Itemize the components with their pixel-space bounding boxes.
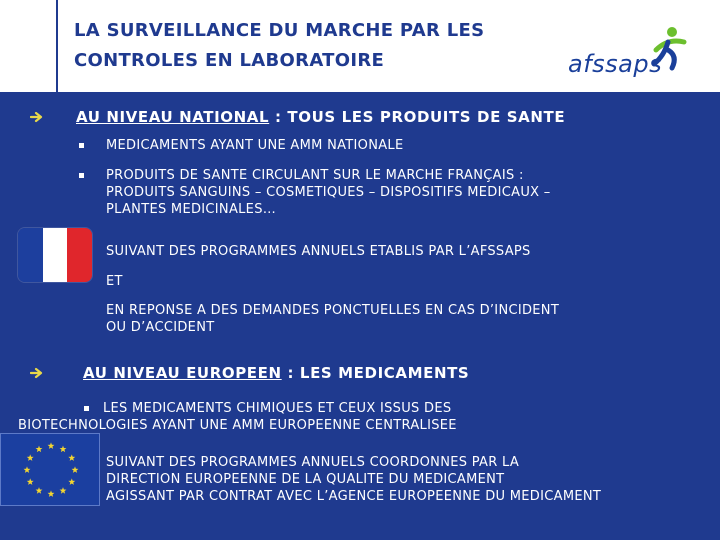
national-item-2-line-1: PRODUITS DE SANTE CIRCULANT SUR LE MARCHE FRANÇAIS :: [106, 168, 524, 183]
national-et: ET: [106, 274, 123, 289]
european-heading-rest: : LES MEDICAMENTS: [281, 364, 470, 382]
title-line-1: LA SURVEILLANCE DU MARCHE PAR LES: [74, 20, 485, 41]
eu-star-icon: [60, 487, 67, 494]
eu-star-icon: [24, 466, 31, 473]
eu-star-icon: [48, 490, 55, 497]
eu-star-icon: [68, 478, 75, 485]
european-item-1-line-1: LES MEDICAMENTS CHIMIQUES ET CEUX ISSUS DES: [103, 401, 452, 416]
right-arrow-icon: [30, 111, 44, 123]
national-reponse-line-2: OU D’ACCIDENT: [106, 320, 215, 335]
national-item-2-line-3: PLANTES MEDICINALES…: [106, 202, 277, 217]
eu-star-icon: [36, 446, 43, 453]
bullet-icon: [79, 173, 84, 178]
eu-star-icon: [68, 454, 75, 461]
european-programmes-line-2: DIRECTION EUROPEENNE DE LA QUALITE DU MEDICAMENT: [106, 472, 505, 487]
european-heading: [83, 364, 469, 382]
national-item-2-line-2: PRODUITS SANGUINS – COSMETIQUES – DISPOSITIFS MEDICAUX –: [106, 185, 551, 200]
header-divider: [56, 0, 58, 92]
european-programmes-line-3: AGISSANT PAR CONTRAT AVEC L’AGENCE EUROPEENNE DU MEDICAMENT: [106, 489, 602, 504]
national-heading-rest: : TOUS LES PRODUITS DE SANTE: [269, 108, 566, 126]
eu-star-icon: [27, 478, 34, 485]
national-reponse-line-1: EN REPONSE A DES DEMANDES PONCTUELLES EN CAS D’INCIDENT: [106, 303, 560, 318]
bullet-icon: [79, 143, 84, 148]
eu-star-icon: [72, 466, 79, 473]
header: [0, 0, 720, 92]
right-arrow-icon: [30, 367, 44, 379]
european-heading-title: AU NIVEAU EUROPEEN: [83, 364, 282, 382]
france-flag-icon: [18, 228, 92, 282]
eu-flag-icon: [0, 433, 100, 506]
eu-star-icon: [48, 442, 55, 449]
european-programmes-line-1: SUIVANT DES PROGRAMMES ANNUELS COORDONNES PAR LA: [106, 455, 520, 470]
eu-stars-icon: [1, 434, 101, 507]
eu-star-icon: [60, 446, 67, 453]
logo-text: afssaps: [568, 50, 663, 78]
eu-star-icon: [27, 454, 34, 461]
eu-star-icon: [36, 487, 43, 494]
page-title: [74, 16, 554, 76]
national-heading-title: AU NIVEAU NATIONAL: [76, 108, 270, 126]
afssaps-logo: [568, 20, 708, 84]
bullet-icon: [84, 406, 89, 411]
national-heading: [76, 108, 565, 126]
national-item-1: MEDICAMENTS AYANT UNE AMM NATIONALE: [106, 138, 404, 153]
national-programmes: SUIVANT DES PROGRAMMES ANNUELS ETABLIS PAR L’AFSSAPS: [106, 244, 531, 259]
european-item-1-line-2: BIOTECHNOLOGIES AYANT UNE AMM EUROPEENNE CENTRALISEE: [18, 418, 457, 433]
title-line-2: CONTROLES EN LABORATOIRE: [74, 50, 385, 71]
